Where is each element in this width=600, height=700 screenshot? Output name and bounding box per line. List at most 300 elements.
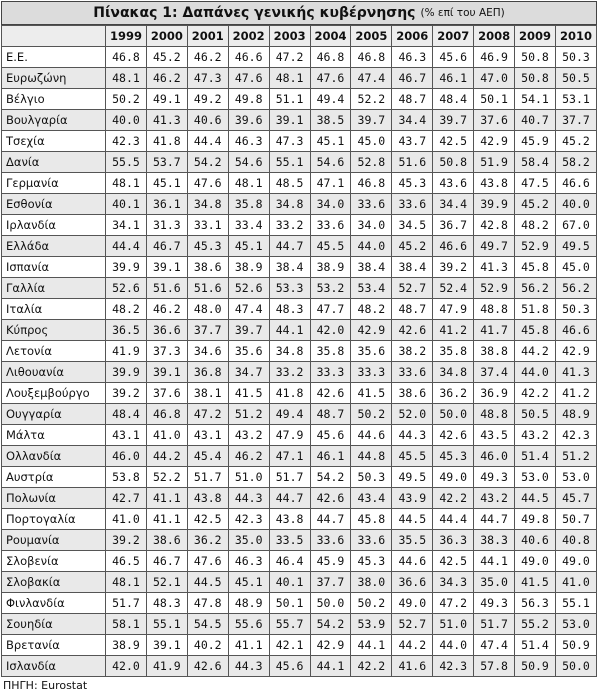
value-cell: 41.3 — [146, 110, 187, 131]
value-cell: 50.3 — [555, 47, 596, 68]
value-cell: 48.7 — [392, 299, 433, 320]
value-cell: 37.4 — [474, 362, 515, 383]
value-cell: 44.4 — [187, 131, 228, 152]
value-cell: 44.2 — [146, 446, 187, 467]
value-cell: 36.5 — [106, 320, 147, 341]
value-cell: 45.2 — [146, 47, 187, 68]
table-row — [2, 593, 597, 614]
value-cell: 46.1 — [433, 68, 474, 89]
value-cell: 41.3 — [555, 362, 596, 383]
country-cell: Μάλτα — [2, 425, 106, 446]
country-cell: Ισπανία — [2, 257, 106, 278]
value-cell: 53.0 — [555, 467, 596, 488]
table-row — [2, 341, 597, 362]
value-cell: 46.4 — [269, 551, 310, 572]
value-cell: 38.4 — [269, 257, 310, 278]
value-cell: 50.1 — [269, 593, 310, 614]
table-row — [2, 47, 597, 68]
value-cell: 47.6 — [228, 68, 269, 89]
value-cell: 33.6 — [310, 215, 351, 236]
value-cell: 48.4 — [433, 89, 474, 110]
value-cell: 42.6 — [187, 656, 228, 677]
value-cell: 48.3 — [269, 299, 310, 320]
table-subtitle: (% επί του ΑΕΠ) — [420, 7, 505, 19]
value-cell: 49.4 — [269, 404, 310, 425]
value-cell: 45.1 — [146, 173, 187, 194]
value-cell: 40.0 — [555, 194, 596, 215]
value-cell: 50.9 — [515, 656, 556, 677]
value-cell: 50.7 — [555, 509, 596, 530]
value-cell: 44.7 — [474, 509, 515, 530]
value-cell: 51.0 — [433, 614, 474, 635]
value-cell: 37.6 — [146, 383, 187, 404]
value-cell: 52.6 — [106, 278, 147, 299]
expenditure-table-panel — [1, 1, 597, 692]
value-cell: 34.4 — [433, 194, 474, 215]
value-cell: 50.9 — [555, 635, 596, 656]
value-cell: 55.5 — [106, 152, 147, 173]
value-cell: 41.5 — [228, 383, 269, 404]
value-cell: 52.7 — [392, 278, 433, 299]
value-cell: 42.2 — [433, 488, 474, 509]
country-cell: Φινλανδία — [2, 593, 106, 614]
value-cell: 46.8 — [310, 47, 351, 68]
value-cell: 50.0 — [433, 404, 474, 425]
country-cell: Λουξεμβούργο — [2, 383, 106, 404]
value-cell: 44.0 — [433, 635, 474, 656]
value-cell: 37.3 — [146, 341, 187, 362]
value-cell: 45.1 — [228, 236, 269, 257]
value-cell: 44.4 — [433, 509, 474, 530]
year-header-cell: 2005 — [351, 26, 392, 47]
value-cell: 33.6 — [310, 530, 351, 551]
value-cell: 47.2 — [187, 404, 228, 425]
value-cell: 40.6 — [187, 110, 228, 131]
value-cell: 44.1 — [351, 635, 392, 656]
value-cell: 41.5 — [351, 383, 392, 404]
value-cell: 50.5 — [515, 404, 556, 425]
value-cell: 39.9 — [474, 194, 515, 215]
country-cell: Βρετανία — [2, 635, 106, 656]
value-cell: 47.6 — [310, 68, 351, 89]
value-cell: 33.4 — [228, 215, 269, 236]
value-cell: 42.8 — [474, 215, 515, 236]
value-cell: 46.3 — [392, 47, 433, 68]
value-cell: 36.7 — [433, 215, 474, 236]
value-cell: 54.2 — [187, 152, 228, 173]
value-cell: 46.2 — [146, 299, 187, 320]
value-cell: 51.6 — [146, 278, 187, 299]
value-cell: 40.0 — [106, 110, 147, 131]
table-row — [2, 215, 597, 236]
value-cell: 47.2 — [433, 593, 474, 614]
value-cell: 46.5 — [106, 551, 147, 572]
value-cell: 43.1 — [106, 425, 147, 446]
value-cell: 58.4 — [515, 152, 556, 173]
value-cell: 51.7 — [187, 467, 228, 488]
value-cell: 40.2 — [187, 635, 228, 656]
value-cell: 53.2 — [310, 278, 351, 299]
value-cell: 43.2 — [228, 425, 269, 446]
value-cell: 46.2 — [187, 47, 228, 68]
value-cell: 50.2 — [351, 404, 392, 425]
country-cell: Λετονία — [2, 341, 106, 362]
value-cell: 34.5 — [392, 215, 433, 236]
year-header-cell: 2010 — [555, 26, 596, 47]
value-cell: 44.4 — [106, 236, 147, 257]
value-cell: 33.6 — [392, 362, 433, 383]
value-cell: 43.8 — [187, 488, 228, 509]
value-cell: 53.0 — [555, 614, 596, 635]
value-cell: 40.7 — [515, 110, 556, 131]
value-cell: 37.7 — [187, 320, 228, 341]
value-cell: 39.7 — [351, 110, 392, 131]
value-cell: 47.1 — [310, 173, 351, 194]
value-cell: 45.3 — [187, 236, 228, 257]
value-cell: 41.6 — [392, 656, 433, 677]
value-cell: 38.2 — [392, 341, 433, 362]
value-cell: 38.3 — [474, 530, 515, 551]
value-cell: 51.7 — [269, 467, 310, 488]
value-cell: 39.9 — [106, 362, 147, 383]
value-cell: 34.3 — [433, 572, 474, 593]
country-cell: Εσθονία — [2, 194, 106, 215]
value-cell: 35.6 — [351, 341, 392, 362]
value-cell: 47.2 — [269, 47, 310, 68]
value-cell: 39.1 — [269, 110, 310, 131]
value-cell: 54.1 — [515, 89, 556, 110]
value-cell: 44.6 — [351, 425, 392, 446]
value-cell: 42.3 — [555, 425, 596, 446]
value-cell: 47.5 — [515, 173, 556, 194]
value-cell: 53.8 — [106, 467, 147, 488]
value-cell: 44.0 — [351, 236, 392, 257]
table-row — [2, 467, 597, 488]
value-cell: 49.5 — [392, 467, 433, 488]
value-cell: 51.4 — [515, 446, 556, 467]
value-cell: 51.4 — [515, 635, 556, 656]
value-cell: 43.2 — [474, 488, 515, 509]
value-cell: 36.6 — [146, 320, 187, 341]
value-cell: 45.2 — [392, 236, 433, 257]
value-cell: 48.1 — [106, 68, 147, 89]
value-cell: 45.6 — [269, 656, 310, 677]
value-cell: 50.0 — [310, 593, 351, 614]
value-cell: 39.2 — [433, 257, 474, 278]
value-cell: 44.6 — [392, 551, 433, 572]
value-cell: 51.1 — [269, 89, 310, 110]
value-cell: 48.4 — [106, 404, 147, 425]
value-cell: 39.9 — [106, 257, 147, 278]
value-cell: 52.6 — [228, 278, 269, 299]
table-row — [2, 320, 597, 341]
value-cell: 49.3 — [474, 467, 515, 488]
value-cell: 34.8 — [269, 341, 310, 362]
table-row — [2, 299, 597, 320]
source-note: ΠΗΓΗ: Eurostat — [3, 679, 88, 692]
value-cell: 41.2 — [555, 383, 596, 404]
country-cell: Πορτογαλία — [2, 509, 106, 530]
table-title: Πίνακας 1: Δαπάνες γενικής κυβέρνησης — [93, 5, 416, 21]
value-cell: 34.8 — [433, 362, 474, 383]
value-cell: 44.3 — [392, 425, 433, 446]
value-cell: 35.0 — [474, 572, 515, 593]
country-cell: Ευρωζώνη — [2, 68, 106, 89]
value-cell: 47.9 — [269, 425, 310, 446]
value-cell: 48.1 — [106, 173, 147, 194]
value-cell: 50.3 — [555, 299, 596, 320]
value-cell: 34.0 — [351, 215, 392, 236]
value-cell: 45.0 — [555, 257, 596, 278]
value-cell: 38.5 — [310, 110, 351, 131]
value-cell: 45.8 — [351, 509, 392, 530]
value-cell: 43.2 — [515, 425, 556, 446]
value-cell: 41.5 — [515, 572, 556, 593]
value-cell: 52.2 — [351, 89, 392, 110]
value-cell: 46.7 — [146, 551, 187, 572]
value-cell: 34.8 — [187, 194, 228, 215]
value-cell: 33.6 — [392, 194, 433, 215]
year-header-row — [2, 26, 597, 47]
value-cell: 50.8 — [433, 152, 474, 173]
value-cell: 38.9 — [310, 257, 351, 278]
value-cell: 52.9 — [474, 278, 515, 299]
value-cell: 46.6 — [433, 236, 474, 257]
table-row — [2, 488, 597, 509]
value-cell: 53.9 — [351, 614, 392, 635]
value-cell: 47.6 — [187, 173, 228, 194]
value-cell: 42.3 — [228, 509, 269, 530]
value-cell: 47.3 — [187, 68, 228, 89]
table-row — [2, 152, 597, 173]
value-cell: 51.2 — [555, 446, 596, 467]
value-cell: 53.1 — [555, 89, 596, 110]
table-row — [2, 446, 597, 467]
value-cell: 36.2 — [187, 530, 228, 551]
value-cell: 42.9 — [351, 320, 392, 341]
value-cell: 34.0 — [310, 194, 351, 215]
value-cell: 34.7 — [228, 362, 269, 383]
country-cell: Ρουμανία — [2, 530, 106, 551]
value-cell: 44.1 — [474, 551, 515, 572]
table-row — [2, 236, 597, 257]
country-cell: Ελλάδα — [2, 236, 106, 257]
value-cell: 53.4 — [351, 278, 392, 299]
value-cell: 55.1 — [269, 152, 310, 173]
value-cell: 39.2 — [106, 383, 147, 404]
value-cell: 49.0 — [555, 551, 596, 572]
value-cell: 51.2 — [228, 404, 269, 425]
country-cell: Σλοβενία — [2, 551, 106, 572]
value-cell: 45.3 — [351, 551, 392, 572]
value-cell: 45.5 — [392, 446, 433, 467]
value-cell: 41.8 — [269, 383, 310, 404]
value-cell: 42.2 — [515, 383, 556, 404]
value-cell: 36.9 — [474, 383, 515, 404]
value-cell: 33.3 — [351, 362, 392, 383]
country-cell: Ισλανδία — [2, 656, 106, 677]
value-cell: 46.7 — [392, 68, 433, 89]
value-cell: 42.2 — [351, 656, 392, 677]
value-cell: 44.8 — [351, 446, 392, 467]
value-cell: 54.2 — [310, 614, 351, 635]
table-row — [2, 194, 597, 215]
value-cell: 56.2 — [515, 278, 556, 299]
value-cell: 35.0 — [228, 530, 269, 551]
value-cell: 37.7 — [555, 110, 596, 131]
value-cell: 44.7 — [269, 488, 310, 509]
value-cell: 46.9 — [474, 47, 515, 68]
expenditure-table — [1, 25, 597, 677]
value-cell: 56.2 — [555, 278, 596, 299]
value-cell: 43.1 — [187, 425, 228, 446]
value-cell: 41.9 — [146, 656, 187, 677]
value-cell: 42.5 — [433, 551, 474, 572]
table-row — [2, 425, 597, 446]
value-cell: 33.6 — [351, 530, 392, 551]
country-cell: Δανία — [2, 152, 106, 173]
value-cell: 48.1 — [269, 68, 310, 89]
value-cell: 36.1 — [146, 194, 187, 215]
country-cell: Αυστρία — [2, 467, 106, 488]
country-cell: Ιταλία — [2, 299, 106, 320]
value-cell: 48.8 — [474, 299, 515, 320]
corner-cell — [2, 26, 106, 47]
value-cell: 46.7 — [146, 236, 187, 257]
value-cell: 48.2 — [106, 299, 147, 320]
country-cell: Ε.Ε. — [2, 47, 106, 68]
table-body — [2, 47, 597, 677]
value-cell: 49.8 — [228, 89, 269, 110]
value-cell: 42.5 — [187, 509, 228, 530]
value-cell: 36.6 — [392, 572, 433, 593]
value-cell: 49.0 — [515, 551, 556, 572]
country-cell: Ιρλανδία — [2, 215, 106, 236]
value-cell: 49.5 — [555, 236, 596, 257]
value-cell: 38.8 — [474, 341, 515, 362]
value-cell: 41.9 — [106, 341, 147, 362]
value-cell: 38.9 — [228, 257, 269, 278]
value-cell: 45.6 — [310, 425, 351, 446]
year-header-cell: 2002 — [228, 26, 269, 47]
table-row — [2, 68, 597, 89]
value-cell: 46.6 — [555, 173, 596, 194]
value-cell: 42.6 — [392, 320, 433, 341]
value-cell: 45.7 — [555, 488, 596, 509]
value-cell: 45.3 — [392, 173, 433, 194]
value-cell: 53.3 — [269, 278, 310, 299]
country-cell: Πολωνία — [2, 488, 106, 509]
value-cell: 51.7 — [474, 614, 515, 635]
value-cell: 42.9 — [474, 131, 515, 152]
value-cell: 33.2 — [269, 362, 310, 383]
value-cell: 39.2 — [106, 530, 147, 551]
value-cell: 39.7 — [433, 110, 474, 131]
year-header-cell: 2001 — [187, 26, 228, 47]
value-cell: 38.0 — [351, 572, 392, 593]
value-cell: 47.3 — [269, 131, 310, 152]
value-cell: 34.8 — [269, 194, 310, 215]
value-cell: 47.7 — [310, 299, 351, 320]
year-header-cell: 2003 — [269, 26, 310, 47]
value-cell: 39.1 — [146, 635, 187, 656]
value-cell: 49.2 — [187, 89, 228, 110]
value-cell: 45.3 — [433, 446, 474, 467]
table-row — [2, 530, 597, 551]
value-cell: 48.9 — [228, 593, 269, 614]
value-cell: 42.9 — [310, 635, 351, 656]
value-cell: 57.8 — [474, 656, 515, 677]
table-row — [2, 278, 597, 299]
value-cell: 44.5 — [515, 488, 556, 509]
country-cell: Ολλανδία — [2, 446, 106, 467]
table-row — [2, 656, 597, 677]
value-cell: 38.6 — [187, 257, 228, 278]
value-cell: 33.1 — [187, 215, 228, 236]
value-cell: 37.7 — [310, 572, 351, 593]
table-row — [2, 509, 597, 530]
value-cell: 49.0 — [392, 593, 433, 614]
value-cell: 52.4 — [433, 278, 474, 299]
value-cell: 45.9 — [515, 131, 556, 152]
value-cell: 38.4 — [351, 257, 392, 278]
value-cell: 38.4 — [392, 257, 433, 278]
value-cell: 52.8 — [351, 152, 392, 173]
table-row — [2, 89, 597, 110]
value-cell: 43.4 — [351, 488, 392, 509]
value-cell: 52.9 — [515, 236, 556, 257]
value-cell: 46.6 — [555, 320, 596, 341]
value-cell: 48.7 — [392, 89, 433, 110]
value-cell: 46.3 — [228, 551, 269, 572]
value-cell: 46.8 — [351, 173, 392, 194]
value-cell: 46.0 — [474, 446, 515, 467]
value-cell: 47.4 — [228, 299, 269, 320]
value-cell: 44.5 — [187, 572, 228, 593]
table-row — [2, 404, 597, 425]
table-row — [2, 362, 597, 383]
value-cell: 50.8 — [515, 68, 556, 89]
value-cell: 52.7 — [392, 614, 433, 635]
table-row — [2, 383, 597, 404]
value-cell: 35.8 — [228, 194, 269, 215]
value-cell: 44.7 — [269, 236, 310, 257]
value-cell: 46.8 — [146, 404, 187, 425]
year-header-cell: 2004 — [310, 26, 351, 47]
value-cell: 54.6 — [310, 152, 351, 173]
value-cell: 33.3 — [310, 362, 351, 383]
value-cell: 44.3 — [228, 488, 269, 509]
value-cell: 45.1 — [310, 131, 351, 152]
value-cell: 50.1 — [474, 89, 515, 110]
value-cell: 49.4 — [310, 89, 351, 110]
table-row — [2, 257, 597, 278]
value-cell: 42.6 — [310, 488, 351, 509]
value-cell: 33.2 — [269, 215, 310, 236]
value-cell: 53.0 — [515, 467, 556, 488]
value-cell: 47.9 — [433, 299, 474, 320]
value-cell: 45.2 — [515, 194, 556, 215]
value-cell: 46.8 — [106, 47, 147, 68]
country-cell: Βέλγιο — [2, 89, 106, 110]
value-cell: 46.1 — [310, 446, 351, 467]
value-cell: 52.2 — [146, 467, 187, 488]
value-cell: 48.3 — [146, 593, 187, 614]
value-cell: 42.1 — [269, 635, 310, 656]
value-cell: 35.6 — [228, 341, 269, 362]
country-cell: Λιθουανία — [2, 362, 106, 383]
value-cell: 45.1 — [228, 572, 269, 593]
